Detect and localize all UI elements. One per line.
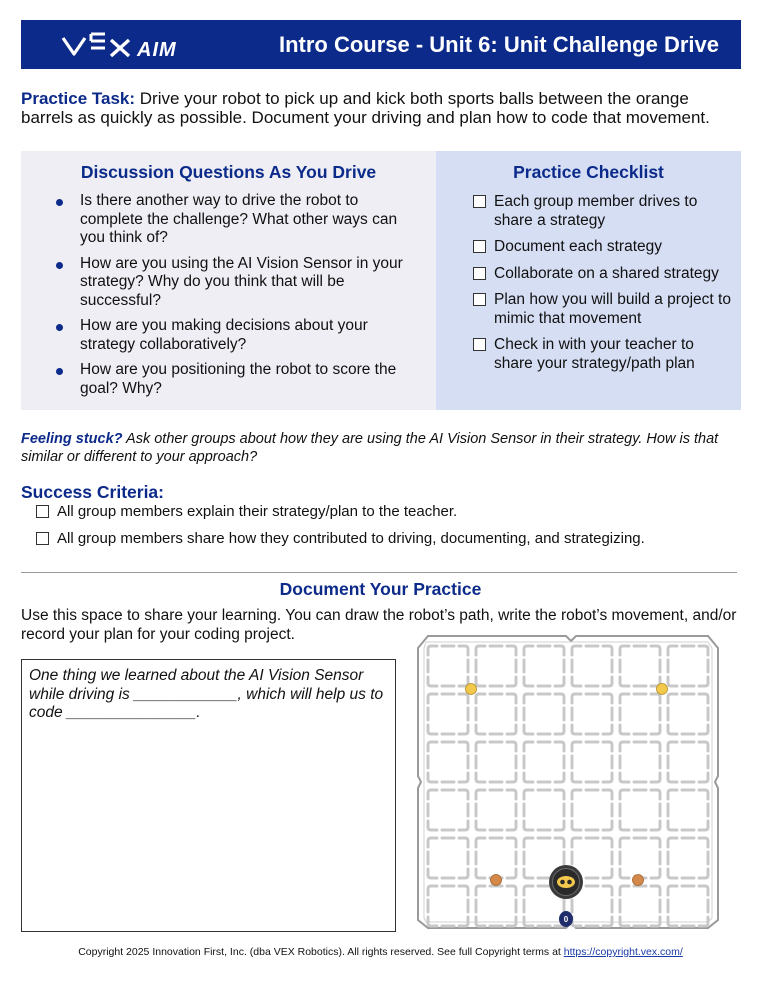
vex-aim-logo: [61, 30, 211, 60]
bullet-icon: [56, 199, 63, 206]
discussion-question: [56, 361, 416, 398]
checklist-item: [473, 193, 735, 230]
question-text: How are you making decisions about your strategy collaboratively?: [80, 317, 368, 353]
discussion-heading: Discussion Questions As You Drive: [80, 162, 377, 182]
feeling-stuck-label: Feeling stuck?: [21, 431, 123, 447]
checklist-item: [473, 336, 735, 373]
practice-task-text: Drive your robot to pick up and kick both sports balls between the orange barrels as quickly as possible. Document your driving and plan how to code that movement.: [21, 89, 710, 127]
page-title: Intro Course - Unit 6: Unit Challenge Drive: [278, 32, 719, 57]
divider: [21, 572, 737, 573]
checklist-item: [473, 238, 735, 257]
checklist-heading: Practice Checklist: [513, 162, 664, 182]
robot-icon: [549, 865, 583, 899]
field-map: [416, 634, 720, 930]
checklist-item-label: Check in with your teacher to share your strategy/path plan: [494, 336, 695, 372]
checkbox[interactable]: [36, 505, 49, 518]
sports-ball: [657, 684, 668, 695]
writing-box[interactable]: [21, 659, 396, 932]
discussion-list: [56, 192, 416, 405]
practice-task: [21, 89, 733, 127]
discussion-question: [56, 192, 416, 248]
header-banner: [21, 20, 741, 69]
sports-ball: [466, 684, 477, 695]
document-heading: Document Your Practice: [279, 579, 482, 599]
bullet-icon: [56, 368, 63, 375]
checklist-item: [473, 265, 735, 284]
checklist-item-label: Plan how you will build a project to mimic that movement: [494, 291, 731, 327]
discussion-question: [56, 255, 416, 311]
practice-task-label: Practice Task:: [21, 89, 136, 108]
feeling-stuck: [21, 430, 737, 466]
checkbox[interactable]: [473, 240, 486, 253]
svg-text:AIM: AIM: [137, 39, 177, 60]
success-criterion: [36, 530, 757, 548]
discussion-question: [56, 317, 416, 354]
checklist-item-label: Each group member drives to share a strategy: [494, 193, 698, 229]
checklist-item-label: Document each strategy: [494, 238, 663, 255]
checkbox[interactable]: [473, 293, 486, 306]
checklist-panel: [436, 151, 741, 410]
checklist-item: [473, 291, 735, 328]
question-text: How are you using the AI Vision Sensor in your strategy? Why do you think that will be successful?: [80, 254, 403, 309]
bullet-icon: [56, 324, 63, 331]
orange-barrel: [491, 875, 502, 886]
writing-prompt: One thing we learned about the AI Vision Sensor while driving is ____________, which will help us to code _______________.: [29, 667, 384, 721]
robot-badge: [559, 911, 573, 927]
copyright-text: Copyright 2025 Innovation First, Inc. (dba VEX Robotics). All rights reserved. See full Copyright terms at: [78, 946, 564, 958]
feeling-stuck-text: Ask other groups about how they are using the AI Vision Sensor in their strategy. How is that similar or different to your approach?: [21, 431, 719, 465]
footer: [0, 946, 761, 958]
checkbox[interactable]: [36, 532, 49, 545]
checklist-item-label: Collaborate on a shared strategy: [494, 264, 719, 282]
checkbox[interactable]: [473, 267, 486, 280]
checkbox[interactable]: [473, 195, 486, 208]
question-text: Is there another way to drive the robot to complete the challenge? What other ways can you think of?: [80, 192, 398, 246]
document-instructions: Use this space to share your learning. You can draw the robot’s path, write the robot’s movement, and/or record your plan for your coding project.: [21, 607, 737, 643]
success-criteria-heading: Success Criteria:: [21, 482, 164, 502]
discussion-panel: [21, 151, 436, 410]
bullet-icon: [56, 262, 63, 269]
checklist-list: [473, 193, 735, 381]
success-criterion-label: All group members share how they contributed to driving, documenting, and strategizing.: [57, 530, 645, 547]
question-text: How are you positioning the robot to score the goal? Why?: [80, 361, 397, 397]
copyright-link[interactable]: https://copyright.vex.com/: [563, 946, 683, 958]
success-criterion: [36, 503, 757, 521]
orange-barrel: [633, 875, 644, 886]
success-criterion-label: All group members explain their strategy/plan to the teacher.: [57, 503, 458, 520]
robot-badge-label: 0: [563, 915, 569, 924]
checkbox[interactable]: [473, 338, 486, 351]
